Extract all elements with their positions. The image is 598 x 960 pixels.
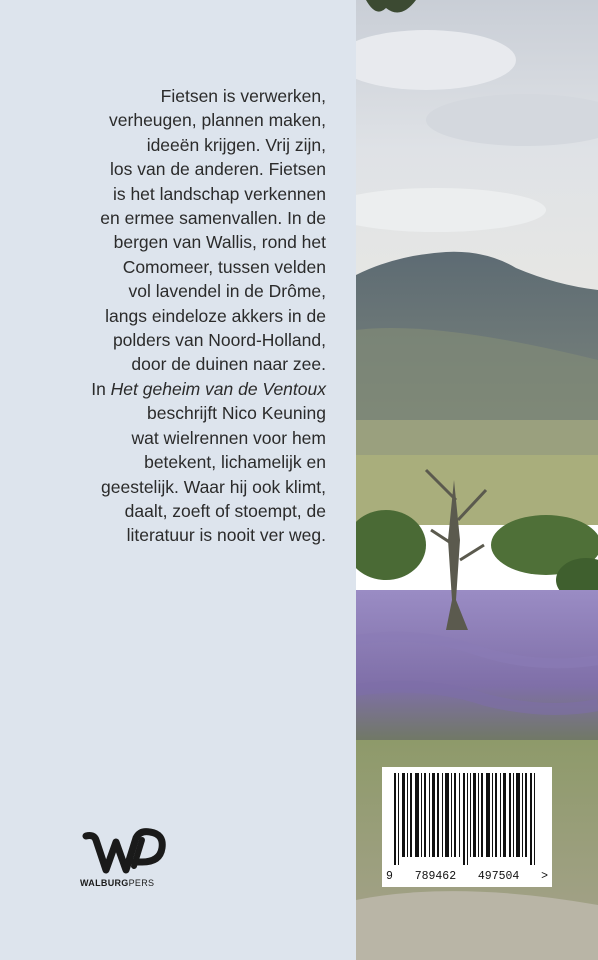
isbn-digits	[382, 870, 552, 883]
blurb-line: bergen van Wallis, rond het	[113, 232, 326, 253]
barcode-bars-icon	[382, 767, 552, 865]
blurb-line: ideeën krijgen. Vrij zijn,	[146, 134, 326, 155]
blurb-line: verheugen, plannen maken,	[109, 110, 326, 131]
blurb-text	[30, 84, 326, 548]
blurb-line: los van de anderen. Fietsen	[110, 159, 326, 180]
publisher-name-bold: WALBURG	[80, 878, 129, 888]
isbn-first-digit: 9	[386, 870, 393, 883]
isbn-arrow: >	[541, 870, 548, 883]
publisher-name	[80, 878, 154, 888]
blurb-line: Comomeer, tussen velden	[122, 256, 326, 277]
blurb-line: daalt, zoeft of stoempt, de	[124, 500, 326, 521]
blurb-line: is het landschap verkennen	[112, 183, 326, 204]
book-title: Het geheim van de Ventoux	[110, 378, 326, 399]
blurb-line: door de duinen naar zee.	[131, 354, 326, 375]
isbn-group-2: 497504	[477, 870, 520, 883]
blurb-line-book-title	[30, 377, 326, 401]
publisher-name-thin: PERS	[128, 878, 155, 888]
blurb-line: en ermee samenvallen. In de	[100, 208, 326, 229]
isbn-group-1: 789462	[414, 870, 457, 883]
blurb-line: betekent, lichamelijk en	[144, 452, 326, 473]
blurb-line: vol lavendel in de Drôme,	[128, 281, 326, 302]
blurb-line: polders van Noord-Holland,	[112, 330, 326, 351]
blurb-line: Fietsen is verwerken,	[160, 86, 326, 106]
blurb-line: beschrijft Nico Keuning	[147, 403, 326, 424]
blurb-line: geestelijk. Waar hij ook klimt,	[101, 476, 326, 497]
isbn-barcode	[382, 767, 552, 887]
blurb-line: wat wielrennen voor hem	[131, 427, 326, 448]
blurb-line: langs eindeloze akkers in de	[105, 305, 326, 326]
blurb-prefix: In	[91, 378, 111, 399]
blurb-line: literatuur is nooit ver weg.	[126, 525, 326, 546]
